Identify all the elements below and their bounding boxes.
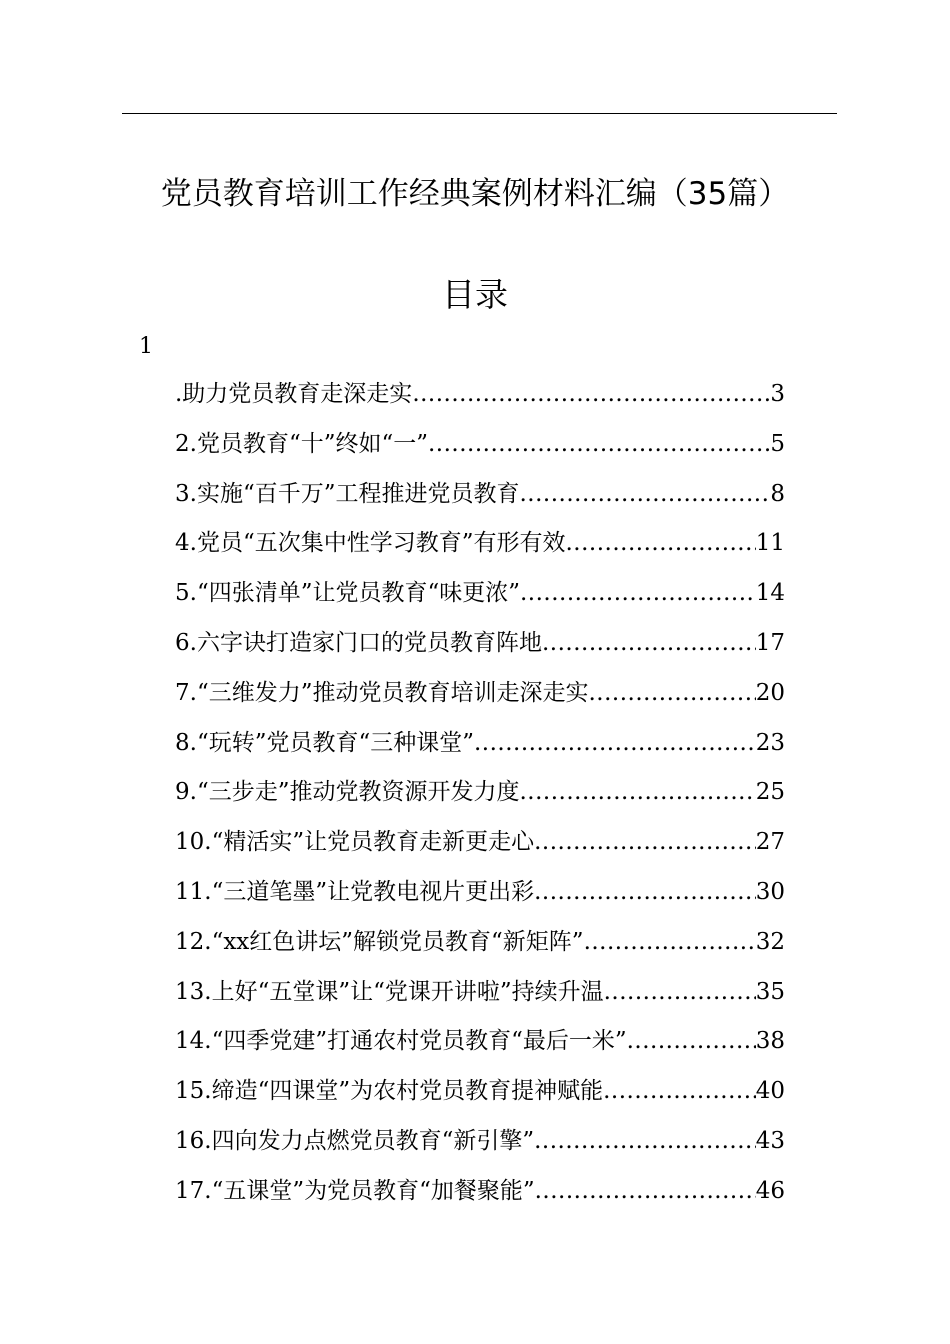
toc-entry-page: 43 [755,1127,785,1154]
toc-dot-leader [588,669,755,719]
toc-entry-title: 11.“三道笔墨”让党教电视片更出彩 [175,878,535,905]
table-of-contents [175,370,785,1217]
toc-entry[interactable] [175,519,785,569]
stray-number: 1 [139,334,153,359]
toc-entry-page: 23 [755,729,785,756]
toc-dot-leader [519,470,770,520]
toc-entry-page: 8 [770,480,785,507]
toc-entry-title: 13.上好“五堂课”让“党课开讲啦”持续升温 [175,978,604,1005]
toc-entry-page: 27 [755,829,785,856]
toc-entry-title: 8.“玩转”党员教育“三种课堂” [175,729,474,756]
toc-entry[interactable] [175,569,785,619]
toc-entry-page: 11 [755,530,785,557]
toc-dot-leader [412,370,770,420]
toc-dot-leader [519,768,755,818]
toc-entry-title: 5.“四张清单”让党员教育“味更浓” [175,580,520,607]
toc-dot-leader [534,818,756,868]
toc-entry[interactable] [175,1167,785,1217]
toc-entry[interactable] [175,669,785,719]
document-title: 党员教育培训工作经典案例材料汇编（35篇） [160,176,790,212]
toc-entry-title: 10.“精活实”让党员教育走新更走心 [175,829,535,856]
toc-entry[interactable] [175,619,785,669]
toc-entry[interactable] [175,1067,785,1117]
toc-dot-leader [474,719,756,769]
toc-entry-page: 25 [755,779,785,806]
toc-entry-page: 46 [755,1177,785,1204]
toc-entry[interactable] [175,768,785,818]
toc-entry-title: .助力党员教育走深走实 [175,381,413,407]
toc-entry-page: 32 [755,928,785,955]
toc-entry[interactable] [175,868,785,918]
toc-entry-title: 7.“三维发力”推动党员教育培训走深走实 [175,679,589,706]
toc-entry-page: 3 [770,381,785,407]
toc-dot-leader [565,519,755,569]
header-rule [122,113,837,114]
toc-entry[interactable] [175,968,785,1018]
toc-entry-title: 14.“四季党建”打通农村党员教育“最后一米” [175,1028,627,1055]
toc-entry-title: 15.缔造“四课堂”为农村党员教育提神赋能 [175,1078,604,1105]
toc-dot-leader [584,918,756,968]
toc-entry-title: 6.六字诀打造家门口的党员教育阵地 [175,629,542,656]
toc-entry[interactable] [175,918,785,968]
toc-entry-page: 35 [755,978,785,1005]
toc-entry[interactable] [175,420,785,470]
toc-entry-title: 17.“五课堂”为党员教育“加餐聚能” [175,1177,535,1204]
toc-entry-title: 12.“xx红色讲坛”解锁党员教育“新矩阵” [175,928,584,955]
toc-entry[interactable] [175,370,785,420]
toc-dot-leader [534,868,756,918]
toc-entry[interactable] [175,1117,785,1167]
toc-dot-leader [520,569,756,619]
toc-dot-leader [428,420,770,470]
toc-dot-leader [542,619,756,669]
toc-dot-leader [535,1167,756,1217]
toc-entry-title: 4.党员“五次集中性学习教育”有形有效 [175,530,566,557]
toc-entry-page: 40 [755,1078,785,1105]
toc-entry-title: 16.四向发力点燃党员教育“新引擎” [175,1127,535,1154]
toc-entry[interactable] [175,1017,785,1067]
toc-entry-title: 3.实施“百千万”工程推进党员教育 [175,480,520,507]
toc-entry[interactable] [175,719,785,769]
toc-dot-leader [534,1117,756,1167]
toc-dot-leader [604,968,756,1018]
toc-entry-page: 20 [755,679,785,706]
toc-heading: 目录 [442,275,508,314]
toc-dot-leader [627,1017,756,1067]
toc-entry-title: 9.“三步走”推动党教资源开发力度 [175,779,520,806]
toc-entry[interactable] [175,470,785,520]
toc-entry-page: 14 [755,580,785,607]
toc-entry-page: 17 [755,629,785,656]
toc-entry[interactable] [175,818,785,868]
toc-entry-title: 2.党员教育“十”终如“一” [175,430,428,457]
toc-entry-page: 5 [770,430,785,457]
toc-dot-leader [603,1067,756,1117]
toc-entry-page: 38 [755,1028,785,1055]
toc-entry-page: 30 [755,878,785,905]
